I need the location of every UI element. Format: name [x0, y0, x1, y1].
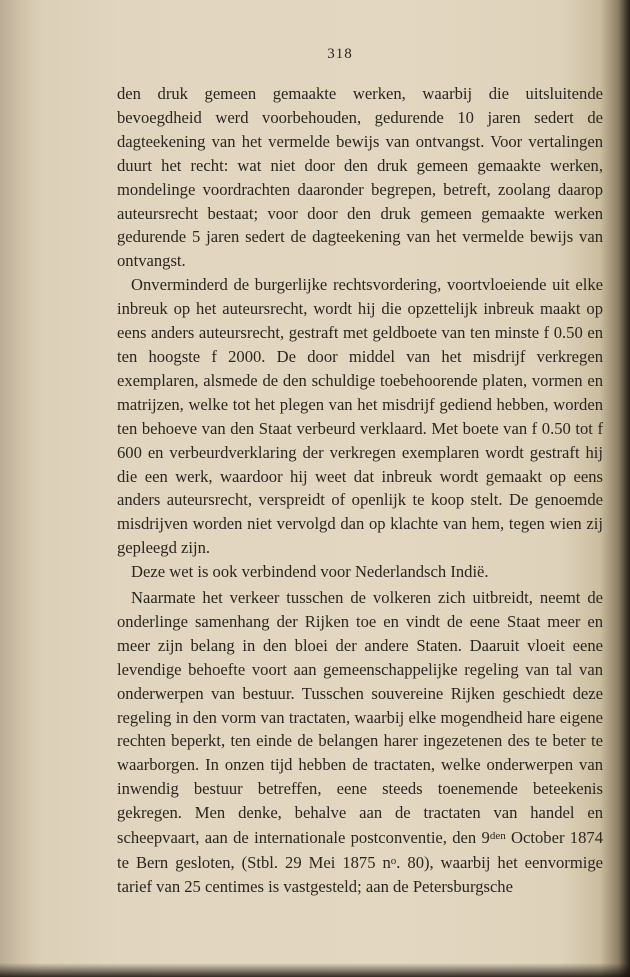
text-section-treaties: [117, 586, 603, 899]
paragraph: Onverminderd de burgerlijke rechtsvordering, voortvloeiende uit elke inbreuk op het auteursrecht, wordt hij die opzettelijk inbreuk maakt op eens anders auteursrecht, gestraft met geldboete van ten minste f 0.50 en ten hoogste f 2000. De door middel van het misdrijf verkregen exemplaren, alsmede de den schuldige toebehoorende platen, vormen en matrijzen, welke tot het plegen van het misdrijf gediend hebben, worden ten behoeve van den Staat verbeurd verklaard. Met boete van f 0.50 tot f 600 en verbeurdverklaring der verkregen exemplaren wordt gestraft hij die een werk, waardoor hij weet dat inbreuk wordt gemaakt op eens anders auteursrecht, verspreidt of openlijk te koop stelt. De genoemde misdrijven worden niet vervolgd dan op klachte van hem, tegen wien zij gepleegd zijn.: [117, 275, 603, 558]
page-bottom-edge: [0, 963, 630, 977]
paragraph-text: October 1874 te Bern gesloten, (Stbl. 29 Mei 1875 n: [117, 828, 603, 872]
paragraph: Deze wet is ook verbindend voor Nederlandsch Indië.: [131, 562, 489, 582]
text-section-copyright: [117, 82, 603, 584]
paragraph: [117, 586, 603, 899]
paragraph-text: Naarmate het verkeer tusschen de volkeren zich uitbreidt, neemt de onderlinge samenhang der Rijken toe en vindt de eene Staat meer en meer zijn belang in den bloei der andere Staten. Daaruit vloeit eene levendige behoefte voort aan gemeenschappelijke regeling van tal van onderwerpen van bestuur. Tusschen souvereine Rijken geschiedt deze regeling in den vorm van tractaten, waarbij elke mogendheid hare eigene rechten beperkt, ten einde de belangen harer ingezetenen des te beter te waarborgen. In onzen tijd hebben de tractaten, welke onderwerpen van inwendig bestuur betreffen, eene steeds toenemende beteekenis gekregen. Men denke, behalve aan de tractaten van handel en scheepvaart, aan de internationale postconventie, den 9: [117, 588, 603, 848]
superscript-o: o: [390, 854, 397, 867]
page-number: 318: [327, 46, 353, 62]
paragraph-text: . 80), waarbij het eenvormige tarief van 25 centimes is vastgesteld; aan de Petersburgsche: [117, 852, 603, 896]
paragraph: den druk gemeen gemaakte werken, waarbij die uitsluitende bevoegdheid werd voorbehouden, gedurende 10 jaren sedert de dagteekening van het vermelde bewijs van ontvangst. Voor vertalingen duurt het recht: wat niet door den druk gemeen gemaakte werken, mondelinge voordrachten daaronder begrepen, betreft, zoolang daarop auteursrecht bestaat; voor door den druk gemeen gemaakte werken gedurende 5 jaren sedert de dagteekening van het vermelde bewijs van ontvangst.: [117, 84, 603, 271]
superscript-den: den: [489, 830, 506, 843]
